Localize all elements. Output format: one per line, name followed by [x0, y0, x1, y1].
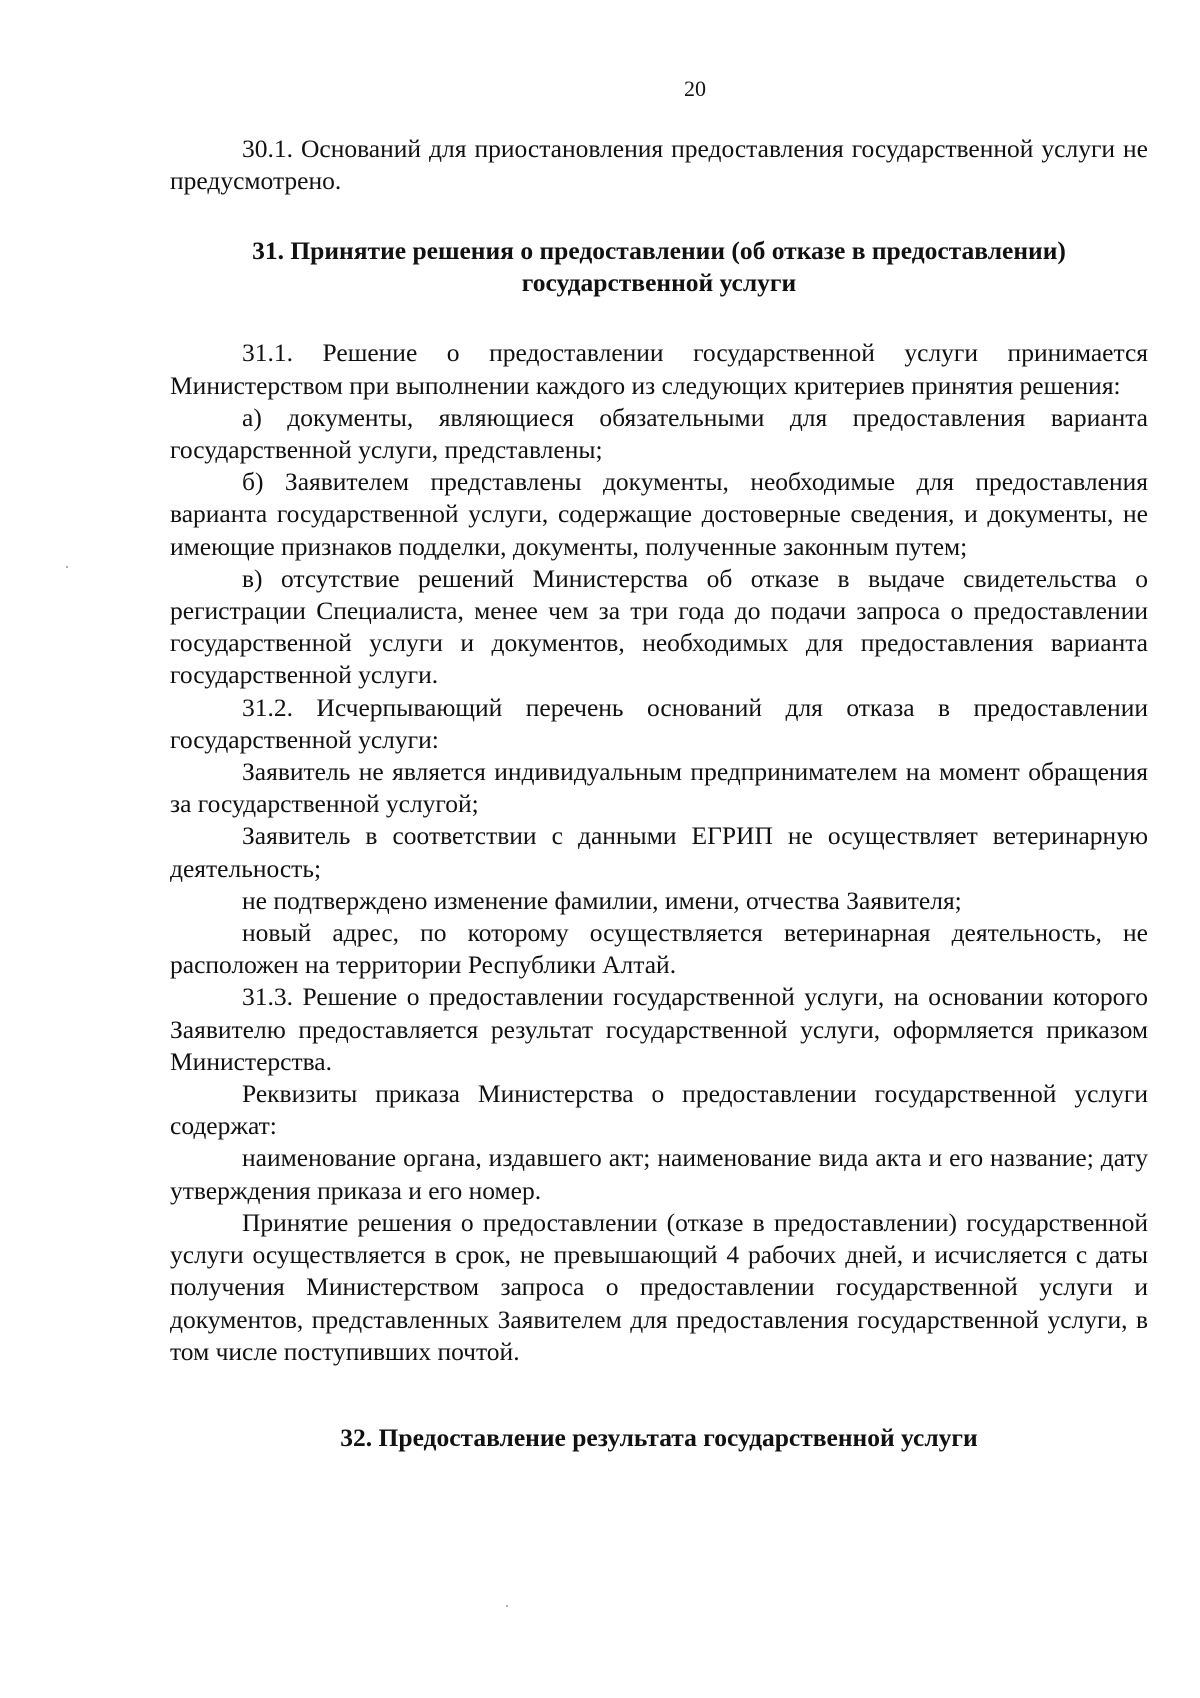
paragraph-31-1: 31.1. Решение о предоставлении государственной услуги принимается Министерством при выполнении каждого из следующих критериев принятия решения: [170, 338, 1148, 400]
paragraph-criterion-a: а) документы, являющиеся обязательными для предоставления варианта государственной услуги, представлены; [170, 402, 1148, 465]
scan-speck [506, 1605, 508, 1607]
page-number: 20 [684, 76, 706, 101]
paragraph-31-2: 31.2. Исчерпывающий перечень оснований для отказа в предоставлении государственной услуги: [170, 692, 1148, 754]
paragraph-31-3: 31.3. Решение о предоставлении государственной услуги, на основании которого Заявителю предоставляется результат государственной услуги, оформляется приказом Министерства. [170, 982, 1148, 1076]
document-body [170, 133, 1148, 1454]
paragraph-refusal-reason-4: новый адрес, по которому осуществляется ветеринарная деятельность, не расположен на территории Республики Алтай. [170, 918, 1148, 980]
paragraph-refusal-reason-2: Заявитель в соответствии с данными ЕГРИП не осуществляет ветеринарную деятельность; [170, 821, 1148, 883]
paragraph-refusal-reason-3: не подтверждено изменение фамилии, имени, отчества Заявителя; [242, 885, 962, 915]
paragraph-criterion-v: в) отсутствие решений Министерства об отказе в выдаче свидетельства о регистрации Специалиста, менее чем за три года до подачи запроса о предоставлении государственной услуги и документов, необходимых для предоставления варианта государственной услуги. [170, 563, 1148, 690]
paragraph-decision-deadline: Принятие решения о предоставлении (отказе в предоставлении) государственной услуги осуществляется в срок, не превышающий 4 рабочих дней, и исчисляется с даты получения Министерством запроса о предоставлении государственной услуги и документов, представленных Заявителем для предоставления государственной услуги, в том числе поступивших почтой. [170, 1207, 1148, 1366]
paragraph-30-1: 30.1. Оснований для приостановления предоставления государственной услуги не предусмотрено. [170, 134, 1148, 196]
paragraph-order-contents: наименование органа, издавшего акт; наименование вида акта и его название; дату утверждения приказа и его номер. [170, 1143, 1148, 1205]
paragraph-order-details: Реквизиты приказа Министерства о предоставлении государственной услуги содержат: [170, 1079, 1148, 1141]
scan-speck [66, 566, 68, 568]
section-heading-32: 32. Предоставление результата государственной услуги [340, 1422, 978, 1452]
paragraph-criterion-b: б) Заявителем представлены документы, необходимые для предоставления варианта государственной услуги, содержащие достоверные сведения, и документы, не имеющие признаков подделки, документы, полученные законным путем; [170, 467, 1148, 561]
section-heading-31: 31. Принятие решения о предоставлении (об отказе в предоставлении) государственной услуги [252, 236, 1066, 298]
paragraph-refusal-reason-1: Заявитель не является индивидуальным предпринимателем на момент обращения за государственной услугой; [170, 757, 1148, 819]
